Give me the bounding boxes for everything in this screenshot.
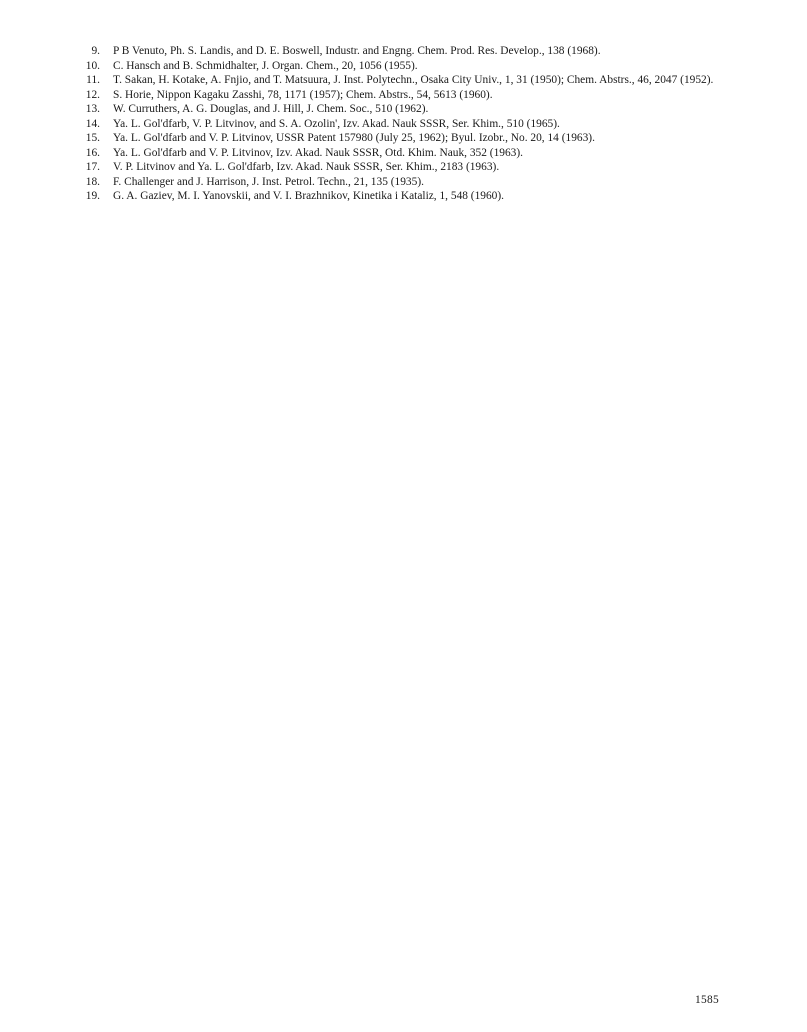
- reference-text: W. Curruthers, A. G. Douglas, and J. Hill, J. Chem. Soc., 510 (1962).: [113, 103, 429, 115]
- reference-text: T. Sakan, H. Kotake, A. Fnjio, and T. Matsuura, J. Inst. Polytechn., Osaka City Univ., 1, 31 (1950); Chem. Abstrs., 46, 2047 (1952).: [113, 74, 714, 86]
- reference-item-16: [74, 146, 734, 161]
- reference-text: S. Horie, Nippon Kagaku Zasshi, 78, 1171 (1957); Chem. Abstrs., 54, 5613 (1960).: [113, 88, 493, 101]
- reference-number: 13.: [85, 103, 100, 115]
- reference-text: P B Venuto, Ph. S. Landis, and D. E. Boswell, Industr. and Engng. Chem. Prod. Res. Develop., 138 (1968).: [113, 45, 601, 57]
- reference-text: Ya. L. Gol'dfarb, V. P. Litvinov, and S. A. Ozolin', Izv. Akad. Nauk SSSR, Ser. Khim., 510 (1965).: [113, 117, 560, 130]
- reference-number: 14.: [85, 117, 100, 130]
- reference-number: 12.: [85, 88, 100, 101]
- reference-item-12: [74, 88, 734, 103]
- reference-number: 11.: [86, 74, 100, 86]
- reference-text: Ya. L. Gol'dfarb and V. P. Litvinov, USSR Patent 157980 (July 25, 1962); Byul. Izobr., No. 20, 14 (1963).: [113, 132, 595, 144]
- reference-text: Ya. L. Gol'dfarb and V. P. Litvinov, Izv. Akad. Nauk SSSR, Otd. Khim. Nauk, 352 (1963).: [113, 146, 523, 159]
- reference-item-18: [74, 175, 734, 190]
- reference-number: 10.: [85, 59, 100, 72]
- reference-number: 16.: [85, 146, 100, 159]
- reference-item-17: [74, 160, 734, 175]
- page-number: 1585: [695, 994, 719, 1006]
- reference-item-10: [74, 59, 734, 74]
- reference-item-11: [74, 73, 734, 88]
- reference-item-14: [74, 117, 734, 132]
- reference-number: 19.: [85, 190, 100, 202]
- reference-text: F. Challenger and J. Harrison, J. Inst. Petrol. Techn., 21, 135 (1935).: [113, 175, 424, 188]
- reference-number: 15.: [85, 132, 100, 144]
- reference-number: 17.: [85, 161, 100, 173]
- reference-text: C. Hansch and B. Schmidhalter, J. Organ. Chem., 20, 1056 (1955).: [113, 59, 418, 72]
- reference-number: 9.: [91, 45, 100, 57]
- reference-item-9: [74, 44, 734, 59]
- reference-item-15: [74, 131, 734, 146]
- reference-number: 18.: [85, 175, 100, 188]
- reference-text: V. P. Litvinov and Ya. L. Gol'dfarb, Izv. Akad. Nauk SSSR, Ser. Khim., 2183 (1963).: [113, 161, 500, 173]
- reference-list: [74, 44, 734, 204]
- reference-text: G. A. Gaziev, M. I. Yanovskii, and V. I. Brazhnikov, Kinetika i Kataliz, 1, 548 (1960).: [113, 190, 505, 202]
- reference-item-13: [74, 102, 734, 117]
- reference-item-19: [74, 189, 734, 204]
